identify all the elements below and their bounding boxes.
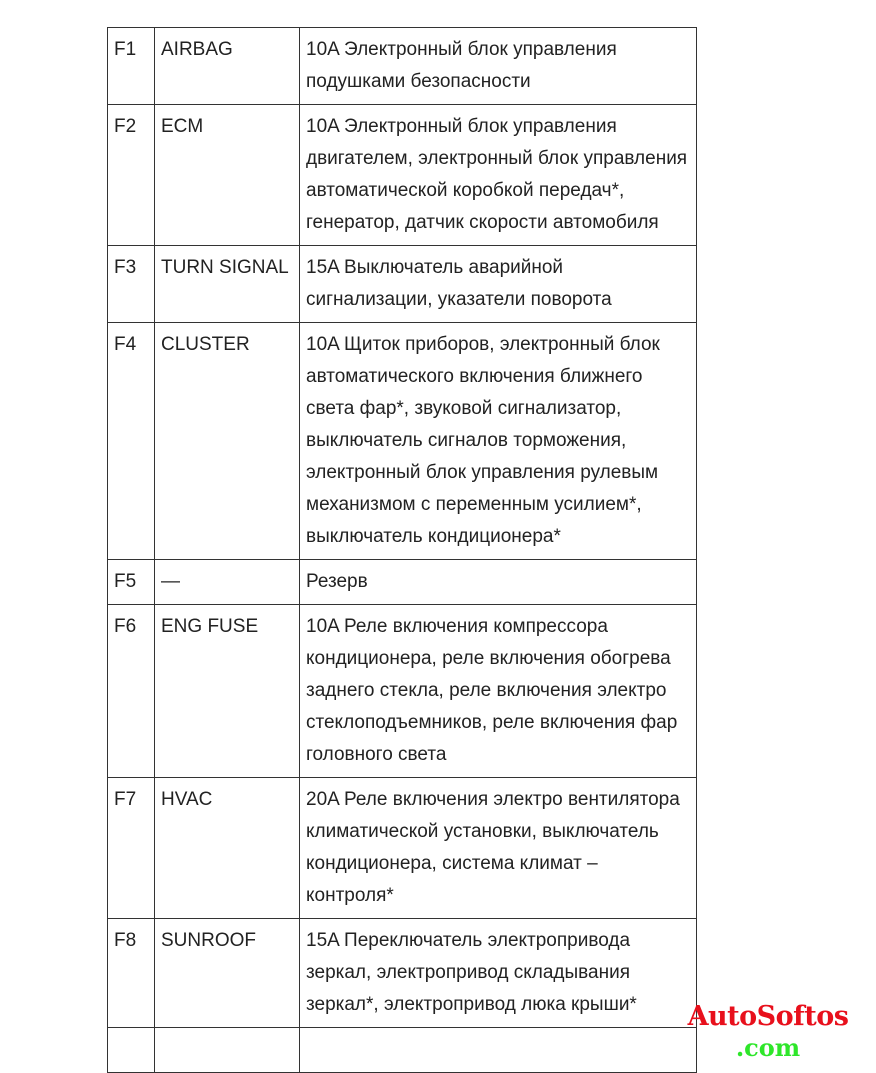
- fuse-name: AIRBAG: [155, 28, 300, 105]
- fuse-description: 20A Реле включения электро вентилятора климатической установки, выключатель кондиционера, система климат – контроля*: [300, 778, 697, 919]
- fuse-name: CLUSTER: [155, 323, 300, 560]
- table-row: [108, 605, 697, 778]
- fuse-description: 10A Реле включения компрессора кондиционера, реле включения обогрева заднего стекла, реле включения электро стеклоподъемников, реле включения фар головного света: [300, 605, 697, 778]
- table-row-partial: [108, 1028, 697, 1073]
- fuse-id: F7: [108, 778, 155, 919]
- table-row: [108, 778, 697, 919]
- fuse-id: F3: [108, 246, 155, 323]
- fuse-id: F8: [108, 919, 155, 1028]
- fuse-id: F5: [108, 560, 155, 605]
- fuse-name: ECM: [155, 105, 300, 246]
- table-row: [108, 919, 697, 1028]
- watermark-logo: [668, 1000, 868, 1062]
- fuse-description: Резерв: [300, 560, 697, 605]
- table-row: [108, 246, 697, 323]
- fuse-name: ENG FUSE: [155, 605, 300, 778]
- fuse-description: 10A Электронный блок управления подушками безопасности: [300, 28, 697, 105]
- fuse-description: 15A Выключатель аварийной сигнализации, указатели поворота: [300, 246, 697, 323]
- watermark-line1: AutoSoftos: [687, 1001, 849, 1032]
- fuse-id: F1: [108, 28, 155, 105]
- fuse-id: F2: [108, 105, 155, 246]
- fuse-description: 10A Электронный блок управления двигателем, электронный блок управления автоматической коробкой передач*, генератор, датчик скорости автомобиля: [300, 105, 697, 246]
- table-row: [108, 323, 697, 560]
- fuse-description: 10A Щиток приборов, электронный блок автоматического включения ближнего света фар*, звуковой сигнализатор, выключатель сигналов торможения, электронный блок управления рулевым механизмом с переменным усилием*, выключатель кондиционера*: [300, 323, 697, 560]
- table-row: [108, 28, 697, 105]
- fuse-name: SUNROOF: [155, 919, 300, 1028]
- fuse-id: F6: [108, 605, 155, 778]
- watermark-line2: .com: [735, 1033, 801, 1062]
- table-row: [108, 560, 697, 605]
- fuse-name: TURN SIGNAL: [155, 246, 300, 323]
- fuse-description: 15A Переключатель электропривода зеркал, электропривод складывания зеркал*, электропривод люка крыши*: [300, 919, 697, 1028]
- fuse-id: F4: [108, 323, 155, 560]
- fuse-name: —: [155, 560, 300, 605]
- fuse-name: HVAC: [155, 778, 300, 919]
- fuse-table: [107, 27, 697, 1073]
- table-row: [108, 105, 697, 246]
